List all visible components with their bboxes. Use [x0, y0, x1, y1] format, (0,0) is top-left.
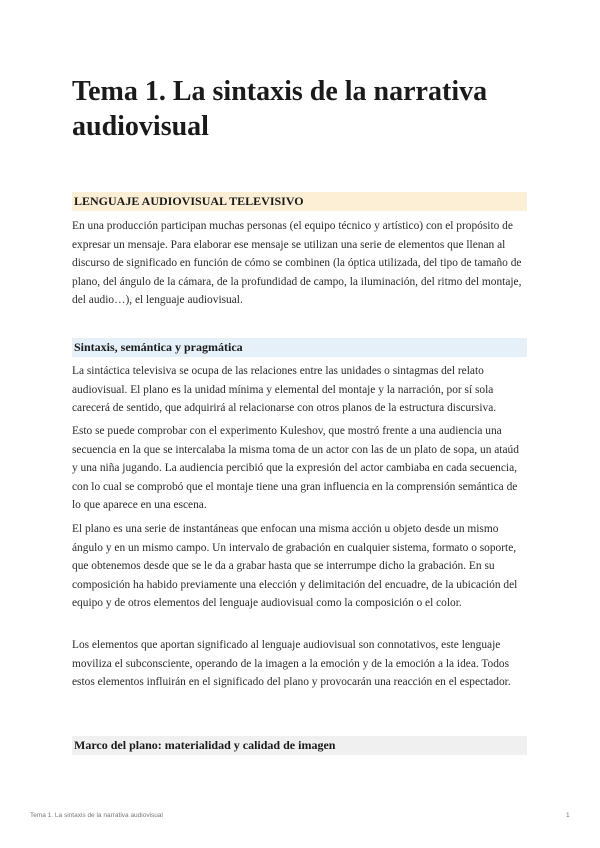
paragraph: Esto se puede comprobar con el experimento Kuleshov, que mostró frente a una audiencia una secuencia en la que se intercalaba la misma toma de un actor con las de un plato de sopa, un ataúd y una niña jugando. La audiencia percibió que la expresión del actor cambiaba en cada secuencia, con lo cual se comprobó que el montaje tiene una gran influencia en la comprensión semántica de lo que aparece en una escena.: [72, 425, 519, 512]
section-heading-sintaxis: Sintaxis, semántica y pragmática: [72, 338, 527, 357]
paragraph: El plano es una serie de instantáneas que enfocan una misma acción u objeto desde un mismo ángulo y en un mismo campo. Un intervalo de grabación en cualquier sistema, formato o soporte, que obtenemos desde que se le da a grabar hasta que se interrumpe dicho la grabación. En su composición ha habido previamente una elección y delimitación del encuadre, de la ubicación del equipo y de otros elementos del lenguaje audiovisual como la composición o el color.: [72, 523, 518, 610]
document-title: Tema 1. La sintaxis de la narrativa audiovisual: [72, 76, 488, 142]
section-heading-lenguaje: LENGUAJE AUDIOVISUAL TELEVISIVO: [72, 192, 527, 211]
paragraph: Los elementos que aportan significado al lenguaje audiovisual son connotativos, este lenguaje moviliza el subconsciente, operando de la imagen a la emoción y de la emoción a la idea. Todos estos elementos influirán en el significado del plano y provocarán una reacción en el espectador.: [72, 639, 511, 689]
footer-label: Tema 1. La sintaxis de la narrativa audiovisual: [30, 812, 163, 819]
section-heading-marco: Marco del plano: materialidad y calidad de imagen: [72, 736, 527, 755]
paragraph: En una producción participan muchas personas (el equipo técnico y artístico) con el propósito de expresar un mensaje. Para elaborar ese mensaje se utilizan una serie de elementos que llenan al discurso de significado en función de cómo se combinen (la óptica utilizada, del tipo de tamaño de plano, del ángulo de la cámara, de la profundidad de campo, la iluminación, del ritmo del montaje, del audio…), el lenguaje audiovisual.: [72, 220, 522, 307]
paragraph: La sintáctica televisiva se ocupa de las relaciones entre las unidades o sintagmas del relato audiovisual. El plano es la unidad mínima y elemental del montaje y la narración, por sí sola carecerá de sentido, que adquirirá al relacionarse con otros planos de la estructura discursiva.: [72, 365, 497, 415]
page-number: 1: [566, 812, 570, 819]
